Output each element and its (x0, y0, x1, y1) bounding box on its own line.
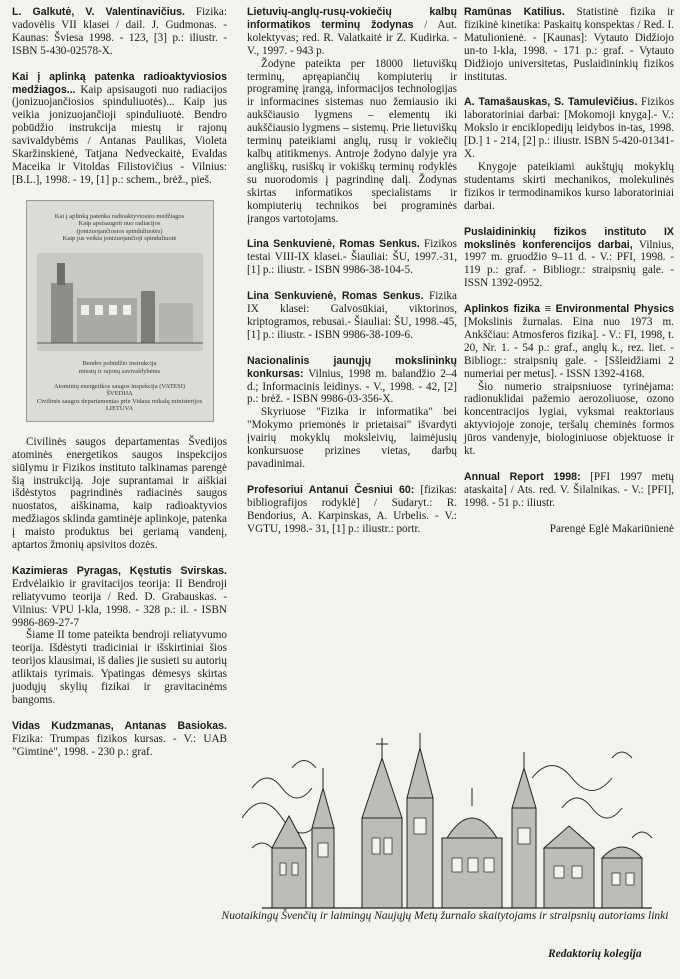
entry-paragraph: Skyriuose "Fizika ir informatika" bei "Mokymo priemonės ir prietaisai" išvardyti įvairių mokyklų moksleivių, laimėjusių konkursuose prizines vietas, darbų pavadinimai. (247, 406, 457, 470)
compiler-credit: Parengė Eglė Makariūnienė (549, 522, 674, 535)
entry-title: Aplinkos fizika ≡ Environmental Physics (464, 303, 674, 316)
entry-authors: L. Galkutė, V. Valentinavičius. (12, 6, 185, 18)
cover-bottom-text: Bendro pobūdžio instrukcija miestų ir rajonų savivaldybėms Atominių energetikos saugos inspekcija (VATESI) ŠVEDIJA Civilinės saugos departamentas prie Vidaus reikalų ministerijos LIETUVA (36, 360, 203, 413)
entry-text: Fizika IX klasei: Galvosūkiai, viktorinos, kriptogramos, rebusai.- Šiauliai: ŠU, 1998.-45, [1] p.: iliustr. - ISBN 9986-38-109-6. (247, 290, 457, 341)
entry-kudzmanas (12, 720, 227, 759)
entry-title: Lietuvių-anglų-rusų-vokiečių kalbų informatikos terminų žodynas (247, 6, 457, 31)
entry-title: Nacionalinis jaunųjų mokslininkų konkursas: (247, 354, 457, 380)
editorial-board-signature: Redaktorių kolegija (548, 948, 642, 960)
entry-text: Fizika: Trumpas fizikos kursas. - V.: UAB "Gimtinė", 1998. - 230 p.: graf. (12, 732, 227, 758)
entry-young-scientists (247, 355, 457, 471)
entry-text: Erdvėlaikio ir gravitacijos teorija: II Bendroji reliatyvumo teorija / Red. D. Grabauskas. - Vilnius: VPU l-kla, 1998. - 328 p.: il. - ISBN 9986-869-27-7 (12, 577, 227, 629)
entry-text: [fizikas: bibliografijos rodyklė] / Sudaryt.: R. Bendorius, A. Karpinskas, A. Urbelis. - V.: VGTU, 1998.- 31, [1] p.: iliustr.: portr. (247, 483, 457, 535)
entry-text: Vilnius, 1997 m. gruodžio 9–11 d. - V.: PFI, 1998. - 119 p.: graf. - Bibliogr.: straipsnių gale. - ISSN 1392-0952. (464, 238, 674, 290)
entry-authors: Lina Senkuvienė, Romas Senkus. (247, 290, 424, 303)
entry-cesnys (247, 484, 457, 536)
entry-text: Fizikos laboratoriniai darbai: [Mokomoji knyga].- V.: Mokslo ir enciklopedijų leidybos in-tas, 1998. [D.] 1 - 214, [2] p.: iliustr. ISBN 5-420-01341-X. (464, 96, 674, 161)
entry-paragraph: Civilinės saugos departamentas Švedijos atominės energetikos saugos inspekcijos siūlymu ir Fizikos instituto talkinamas parengė šią instrukciją. Joje suprantamai ir aiškiai išdėstytos pagrindinės radiacinės saugos nuostatos, aiškinama, kaip radioaktyvios medžiagos sklinda gamtinėje aplinkoje, patenka į maisto produktus bei geriamą vandenį, aptartos žmonių apsivitos dozės. (12, 435, 227, 552)
entry-tamasauskas (464, 96, 674, 212)
entry-title: Puslaidininkių fizikos instituto IX mokslinės konferencijos darbai, (464, 225, 674, 251)
entry-text: Kaip apsisaugoti nuo radiacijos (jonizuojančiosios spinduliuotės)... Kaip jus veikia jonizuojančioji spinduliuotė. Bendro pobūdžio instrukcija miestų ir rajonų savivaldybėms / Antanas Paulikas, Violeta Skaržinskienė, Tatjana Nedveckaitė, Evaldas Maceika ir Vitoldas Filistovičius - Vilnius: [B.L.], 1998. - 19, [1] p.: schem., brėž., pieš. (12, 83, 227, 186)
entry-title: Profesoriui Antanui Česniui 60: (247, 483, 415, 496)
entry-pfi-conference (464, 226, 674, 291)
entry-paragraph: Žodyne pateikta per 18000 lietuviškų terminų, apręapiančių kompiuterių ir programinę įrangą, informacijos technologijas ir informacines sistemas nuo žemiausio iki aukščiausio lygmens – elementų iki aukščiausio lygmens – sistemų. Prie lietuviškų terminų pateikiami anglų, rusų ir vokiečių kalbų atitikmenys. Antroje žodyno dalyje yra angliškų, rusiškų ir vokiškų terminų rodyklės su nuorodomis į pagrindinę dalį. Žodynas skirtas informatikos specialistams ir kompiuterių technikos bei programinės įrangos vartotojams. (247, 57, 457, 225)
entry-title: Annual Report 1998: (464, 471, 581, 483)
entry-authors: Vidas Kudzmanas, Antanas Basiokas. (12, 719, 227, 732)
entry-text: / Aut. kolektyvas; red. R. Valatkaitė ir Z. Kudirka. -V., 1997. - 943 p. (247, 18, 457, 57)
entry-paragraph: Šio numerio straipsniuose tyrinėjama: radionuklidai pažemio aerozoliuose, ozono koncentracijos lygiai, vyksmai reaktoriaus aktyviojoje zonoje, teršalų cheminės formos jūros vandenyje, biologiniuose objektuose ir kt. (464, 380, 674, 458)
entry-authors: Kazimieras Pyragas, Kęstutis Svirskas. (12, 564, 227, 577)
column-1 (12, 6, 227, 772)
power-plant-icon (37, 253, 203, 351)
entry-authors: Lina Senkuvienė, Romas Senkus. (247, 238, 420, 251)
entry-pyragas (12, 565, 227, 707)
column-2 (247, 6, 457, 549)
entry-annual-report (464, 471, 674, 510)
entry-dictionary (247, 6, 457, 225)
cover-title: Kai į aplinką patenka radioaktyviosios medžiagos Kaip apsisaugoti nuo radiacijos (jonizuojančiosios spinduliuotės) Kaip jus veikia jonizuojančioji spinduliuotė (54, 212, 185, 243)
entry-galkute (12, 6, 227, 58)
entry-authors: Ramūnas Katilius. (464, 6, 565, 18)
greeting-caption: Nuotaikingų Švenčių ir laimingų Naujųjų Metų žurnalo skaitytojams ir straipsnių autoriams linki (221, 910, 669, 922)
entry-paragraph: Knygoje pateikiami aukštųjų mokyklų studentams skirti mechanikos, molekulinės fizikos ir termodinamikos kurso laboratoriniai darbai. (464, 160, 674, 212)
column-3 (464, 6, 674, 536)
entry-radioactive (12, 71, 227, 187)
entry-text: Statistinė fizika ir fizikinė kinetika: Paskaitų konspektas / Red. I. Matulionienė. - [Kaunas]: Vytauto Didžiojo un-to l-kla, 1998. - 171 p.: graf. - Vytauto Didžiojo universitetas, Puslaidininkių fizikos institutas. (464, 6, 674, 83)
entry-paragraph: Šiame II tome pateikta bendroji reliatyvumo teorija. Išdėstyti tradiciniai ir išskirtiniai šios teorijos klausimai, iš dalies jie susieti su autorių atliktais tyrimais. Ypatingas dėmesys skirtas juodųjų skylių fizikai ir gravitacinėms bangoms. (12, 629, 227, 706)
entry-katilius (464, 6, 674, 83)
entry-authors: A. Tamašauskas, S. Tamulevičius. (464, 96, 638, 109)
entry-text: Fizikos testai VIII-IX klasei.- Šiauliai: ŠU, 1997.-31, [1] p.: iliustr. - ISBN 9986-38-104-5. (247, 238, 457, 277)
entry-text: [PFI 1997 metų ataskaita] / Ats. red. V. Šilalnikas. - V.: [PFI], 1998. - 51 p.: iliustr. (464, 471, 675, 509)
entry-text: [Mokslinis žurnalas. Eina nuo 1973 m. Ankščiau: Atmosferos fizika]. - V.: FI, 1998, t. 20, Nr. 1. - 54 p.: graf., anglų k., rez. liet. - Bibliogr.: straipsnių gale. - [Sšleidžiami 2 numeriai per metus]. - ISSN 1392-4168. (464, 316, 674, 380)
entry-radioactive-desc (12, 436, 227, 552)
book-cover-image (26, 200, 214, 422)
vilnius-skyline-illustration (232, 728, 672, 914)
entry-senkuviene-tests (247, 238, 457, 277)
entry-text: Vilnius, 1998 m. balandžio 2–4 d.; Informacinis leidinys. - V., 1998. - 42, [2] p.: brėž. - ISBN 9986-03-356-X. (247, 367, 457, 406)
entry-environmental-physics (464, 303, 674, 458)
entry-text: Fizika: vadovėlis VII klasei / dail. J. Gudmonas. - Kaunas: Šviesa 1998. - 123, [3] p.: iliustr. - ISBN 5-430-02578-X. (12, 6, 227, 57)
entry-senkuviene-puzzles (247, 290, 457, 342)
entry-title: Kai į aplinką patenka radioaktyviosios medžiagos... (12, 70, 227, 96)
